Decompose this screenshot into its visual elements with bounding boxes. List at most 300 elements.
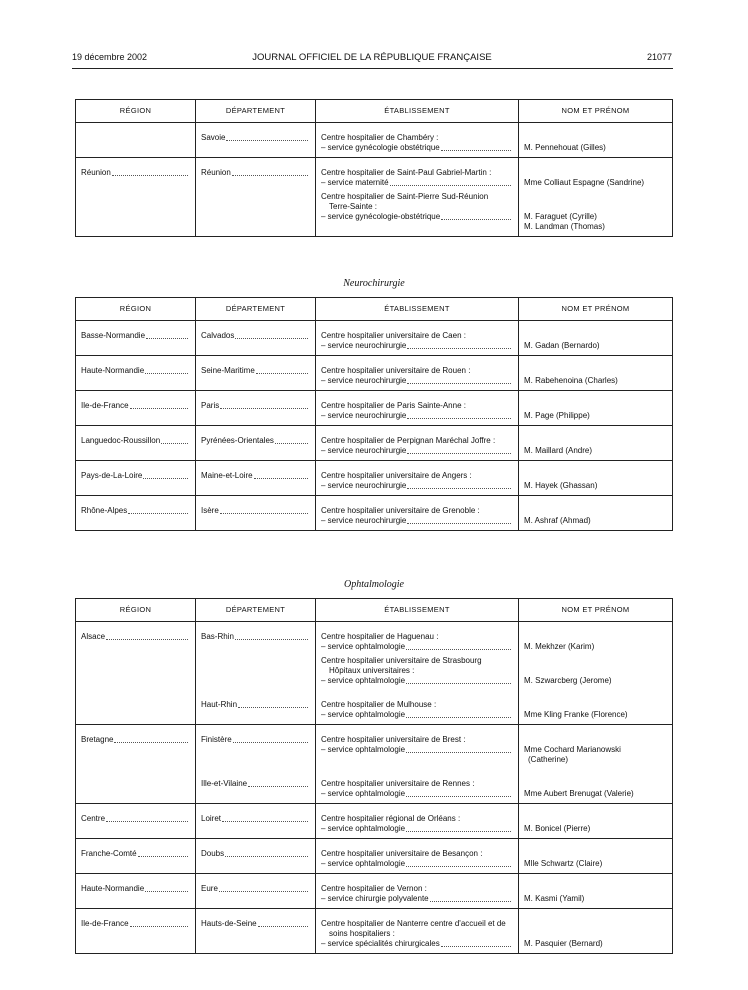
service-name-wrap	[321, 143, 513, 153]
department-name: Seine-Maritime	[201, 366, 255, 375]
column-header: RÉGION	[76, 100, 196, 123]
column-header: DÉPARTEMENT	[196, 298, 316, 321]
table-header-row	[76, 298, 673, 321]
region-name: Alsace	[81, 632, 106, 641]
person-name: M. Faraguet (Cyrille)	[524, 212, 597, 221]
establishment-name: Centre hospitalier de Haguenau :	[321, 632, 439, 641]
department-name-wrap	[201, 735, 310, 745]
name-cell	[519, 321, 673, 356]
name-cell	[519, 725, 673, 770]
person-entry	[524, 939, 667, 949]
leader-dots	[225, 849, 308, 857]
service-name-wrap	[321, 481, 513, 491]
table-row	[76, 158, 673, 237]
establishment-cell	[316, 725, 519, 770]
person-entry	[524, 143, 667, 153]
person-entry	[524, 481, 667, 491]
establishment-cell	[316, 804, 519, 839]
service-name-wrap	[321, 212, 513, 222]
department-cell	[196, 496, 316, 531]
establishment-name: Centre hospitalier universitaire de Angers :	[321, 471, 472, 480]
establishment-entry	[321, 919, 513, 949]
person-name: M. Page (Philippe)	[524, 411, 590, 420]
service-name-wrap	[321, 642, 513, 652]
table-header-row	[76, 100, 673, 123]
department-name-wrap	[201, 401, 310, 411]
region-cell	[76, 874, 196, 909]
header-date: 19 décembre 2002	[72, 52, 148, 62]
name-cell	[519, 123, 673, 158]
table-row	[76, 909, 673, 954]
establishment-name: Centre hospitalier universitaire de Caen :	[321, 331, 466, 340]
name-cell	[519, 909, 673, 954]
department-name: Finistère	[201, 735, 232, 744]
person-entry	[524, 789, 667, 799]
leader-dots	[406, 745, 511, 753]
service-name-wrap	[321, 789, 513, 799]
table-header-row	[76, 599, 673, 622]
leader-dots	[128, 506, 188, 514]
department-cell	[196, 909, 316, 954]
service-name-wrap	[321, 446, 513, 456]
person-entry	[524, 859, 667, 869]
leader-dots	[143, 471, 188, 479]
department-cell	[196, 690, 316, 725]
establishment-name: Centre hospitalier universitaire de Brest :	[321, 735, 466, 744]
person-name: M. Pennehouat (Gilles)	[524, 143, 606, 152]
establishment-cell	[316, 622, 519, 691]
name-cell	[519, 622, 673, 691]
department-name: Bas-Rhin	[201, 632, 234, 641]
department-cell	[196, 356, 316, 391]
establishment-name: Centre hospitalier de Nanterre centre d'accueil et de	[321, 919, 506, 928]
region-cell	[76, 461, 196, 496]
name-cell	[519, 391, 673, 426]
name-cell	[519, 461, 673, 496]
service-name: – service neurochirurgie	[321, 411, 407, 420]
department-name-wrap	[201, 700, 310, 710]
person-entry	[524, 341, 667, 351]
section-title: Neurochirurgie	[343, 278, 405, 289]
department-name: Ille-et-Vilaine	[201, 779, 248, 788]
service-name: – service neurochirurgie	[321, 516, 407, 525]
region-cell	[76, 321, 196, 356]
name-cell	[519, 804, 673, 839]
service-name: – service maternité	[321, 178, 389, 187]
table-row	[76, 321, 673, 356]
column-header: ÉTABLISSEMENT	[316, 100, 519, 123]
header-title: JOURNAL OFFICIEL DE LA RÉPUBLIQUE FRANÇAISE	[252, 52, 492, 63]
department-cell	[196, 461, 316, 496]
header-rule	[72, 68, 673, 69]
person-name: M. Hayek (Ghassan)	[524, 481, 598, 490]
service-name-wrap	[321, 411, 513, 421]
leader-dots	[219, 884, 308, 892]
establishment-name: Centre hospitalier de Paris Sainte-Anne :	[321, 401, 466, 410]
establishment-name: soins hospitaliers :	[329, 929, 395, 938]
person-entry	[524, 676, 667, 686]
service-name-wrap	[321, 894, 513, 904]
establishment-cell	[316, 461, 519, 496]
establishment-entry	[321, 133, 513, 153]
table-row	[76, 356, 673, 391]
service-name: – service gynécologie-obstétrique	[321, 212, 441, 221]
leader-dots	[220, 506, 308, 514]
leader-dots	[130, 919, 188, 927]
department-name-wrap	[201, 331, 310, 341]
establishment-entry	[321, 192, 513, 222]
establishment-entry	[321, 331, 513, 351]
service-name: – service ophtalmologie	[321, 789, 406, 798]
establishment-entry	[321, 401, 513, 421]
leader-dots	[145, 366, 188, 374]
department-name: Réunion	[201, 168, 231, 177]
region-name: Franche-Comté	[81, 849, 137, 858]
department-name-wrap	[201, 471, 310, 481]
region-cell	[76, 496, 196, 531]
table-row	[76, 839, 673, 874]
region-name: Languedoc-Roussillon	[81, 436, 161, 445]
department-name-wrap	[201, 506, 310, 516]
department-name: Loiret	[201, 814, 222, 823]
service-name: – service spécialités chirurgicales	[321, 939, 440, 948]
name-cell	[519, 426, 673, 461]
establishment-cell	[316, 690, 519, 725]
service-name: – service neurochirurgie	[321, 376, 407, 385]
establishment-cell	[316, 158, 519, 237]
table-row	[76, 804, 673, 839]
service-name: – service ophtalmologie	[321, 710, 406, 719]
table-row	[76, 725, 673, 770]
establishment-name: Centre hospitalier de Perpignan Maréchal Joffre :	[321, 436, 496, 445]
establishment-cell	[316, 839, 519, 874]
establishment-entry	[321, 656, 513, 686]
department-name-wrap	[201, 919, 310, 929]
department-name-wrap	[201, 366, 310, 376]
table-row	[76, 391, 673, 426]
person-entry	[524, 642, 667, 652]
leader-dots	[406, 789, 511, 797]
region-name: Haute-Normandie	[81, 366, 145, 375]
service-name-wrap	[321, 341, 513, 351]
leader-dots	[130, 401, 188, 409]
region-name-wrap	[81, 471, 190, 481]
name-cell	[519, 874, 673, 909]
person-name: Mme Colliaut Espagne (Sandrine)	[524, 178, 645, 187]
column-header: DÉPARTEMENT	[196, 599, 316, 622]
establishment-entry	[321, 436, 513, 456]
department-name: Haut-Rhin	[201, 700, 238, 709]
leader-dots	[138, 849, 188, 857]
region-name: Réunion	[81, 168, 111, 177]
establishment-name: Centre hospitalier universitaire de Strasbourg	[321, 656, 482, 665]
establishment-name: Centre hospitalier de Chambéry :	[321, 133, 439, 142]
department-name-wrap	[201, 779, 310, 789]
region-name-wrap	[81, 814, 190, 824]
service-name: – service neurochirurgie	[321, 446, 407, 455]
establishment-name: Centre hospitalier de Saint-Paul Gabriel-Martin :	[321, 168, 492, 177]
establishment-entry	[321, 506, 513, 526]
service-name-wrap	[321, 745, 513, 755]
establishment-cell	[316, 391, 519, 426]
leader-dots	[406, 710, 511, 718]
leader-dots	[407, 341, 511, 349]
establishment-cell	[316, 321, 519, 356]
table-row	[76, 874, 673, 909]
region-name: Ile-de-France	[81, 401, 129, 410]
service-name: – service chirurgie polyvalente	[321, 894, 429, 903]
region-name-wrap	[81, 735, 190, 745]
leader-dots	[406, 824, 511, 832]
department-name: Calvados	[201, 331, 235, 340]
person-name: M. Maillard (Andre)	[524, 446, 593, 455]
column-header: RÉGION	[76, 298, 196, 321]
establishment-cell	[316, 426, 519, 461]
column-header: NOM ET PRÉNOM	[519, 100, 673, 123]
region-name-wrap	[81, 919, 190, 929]
region-name-wrap	[81, 436, 190, 446]
region-cell	[76, 158, 196, 237]
service-name-wrap	[321, 178, 513, 188]
department-name: Isère	[201, 506, 219, 515]
department-cell	[196, 804, 316, 839]
department-cell	[196, 725, 316, 770]
service-name-wrap	[321, 676, 513, 686]
leader-dots	[254, 471, 308, 479]
person-name: M. Mekhzer (Karim)	[524, 642, 595, 651]
establishment-entry	[321, 884, 513, 904]
establishment-name: Centre hospitalier régional de Orléans :	[321, 814, 461, 823]
department-name: Paris	[201, 401, 220, 410]
region-name-wrap	[81, 331, 190, 341]
leader-dots	[407, 446, 511, 454]
service-name: – service ophtalmologie	[321, 642, 406, 651]
department-name-wrap	[201, 133, 310, 143]
service-name: – service ophtalmologie	[321, 676, 406, 685]
region-cell	[76, 622, 196, 725]
region-cell	[76, 356, 196, 391]
person-name: Mlle Schwartz (Claire)	[524, 859, 603, 868]
establishment-cell	[316, 356, 519, 391]
region-name: Basse-Normandie	[81, 331, 146, 340]
table-row	[76, 622, 673, 691]
leader-dots	[406, 642, 511, 650]
department-cell	[196, 622, 316, 691]
leader-dots	[406, 676, 511, 684]
person-name: M. Gadan (Bernardo)	[524, 341, 600, 350]
person-name: M. Pasquier (Bernard)	[524, 939, 603, 948]
person-entry	[524, 376, 667, 386]
establishment-name: Centre hospitalier universitaire de Grenoble :	[321, 506, 480, 515]
leader-dots	[407, 376, 511, 384]
leader-dots	[112, 168, 188, 176]
leader-dots	[390, 178, 511, 186]
column-header: ÉTABLISSEMENT	[316, 599, 519, 622]
department-name: Doubs	[201, 849, 225, 858]
region-cell	[76, 725, 196, 804]
establishment-entry	[321, 779, 513, 799]
person-name: Mme Kling Franke (Florence)	[524, 710, 628, 719]
region-name-wrap	[81, 506, 190, 516]
establishment-name: Centre hospitalier universitaire de Besançon :	[321, 849, 483, 858]
department-cell	[196, 321, 316, 356]
establishment-entry	[321, 849, 513, 869]
department-name-wrap	[201, 168, 310, 178]
establishment-name: Terre-Sainte :	[329, 202, 378, 211]
name-cell	[519, 356, 673, 391]
leader-dots	[235, 331, 308, 339]
service-name-wrap	[321, 516, 513, 526]
region-cell	[76, 391, 196, 426]
establishment-cell	[316, 769, 519, 804]
region-cell	[76, 839, 196, 874]
service-name-wrap	[321, 824, 513, 834]
establishment-name: Centre hospitalier de Saint-Pierre Sud-Réunion	[321, 192, 489, 201]
leader-dots	[441, 939, 511, 947]
service-name-wrap	[321, 376, 513, 386]
person-entry	[524, 516, 667, 526]
department-cell	[196, 123, 316, 158]
name-cell	[519, 839, 673, 874]
region-name-wrap	[81, 632, 190, 642]
service-name: – service ophtalmologie	[321, 824, 406, 833]
region-cell	[76, 909, 196, 954]
establishment-cell	[316, 123, 519, 158]
name-cell	[519, 496, 673, 531]
service-name: – service neurochirurgie	[321, 481, 407, 490]
table-row	[76, 496, 673, 531]
column-header: NOM ET PRÉNOM	[519, 298, 673, 321]
department-name: Hauts-de-Seine	[201, 919, 257, 928]
header-page-number: 21077	[646, 52, 672, 62]
appointments-table	[75, 99, 673, 237]
table-row	[76, 426, 673, 461]
department-cell	[196, 158, 316, 237]
region-name: Pays-de-La-Loire	[81, 471, 143, 480]
region-cell	[76, 123, 196, 158]
department-cell	[196, 426, 316, 461]
appointments-table	[75, 598, 673, 954]
region-name-wrap	[81, 849, 190, 859]
appointments-table	[75, 297, 673, 531]
region-name: Bretagne	[81, 735, 114, 744]
establishment-cell	[316, 909, 519, 954]
establishment-entry	[321, 814, 513, 834]
person-name: Mme Aubert Brenugat (Valerie)	[524, 789, 634, 798]
department-name: Savoie	[201, 133, 226, 142]
leader-dots	[248, 779, 308, 787]
leader-dots	[441, 143, 511, 151]
service-name-wrap	[321, 859, 513, 869]
region-name: Centre	[81, 814, 106, 823]
column-header: NOM ET PRÉNOM	[519, 599, 673, 622]
person-entry	[524, 894, 667, 904]
leader-dots	[146, 331, 188, 339]
leader-dots	[258, 919, 308, 927]
region-name-wrap	[81, 401, 190, 411]
leader-dots	[406, 859, 511, 867]
leader-dots	[114, 735, 188, 743]
leader-dots	[232, 168, 308, 176]
department-name-wrap	[201, 849, 310, 859]
region-name: Rhône-Alpes	[81, 506, 128, 515]
department-cell	[196, 839, 316, 874]
person-entry	[524, 411, 667, 421]
person-name: M. Landman (Thomas)	[524, 222, 605, 231]
leader-dots	[407, 411, 511, 419]
establishment-name: Centre hospitalier de Vernon :	[321, 884, 427, 893]
leader-dots	[220, 401, 308, 409]
establishment-entry	[321, 168, 513, 188]
department-name: Pyrénées-Orientales	[201, 436, 274, 445]
section-title: Ophtalmologie	[344, 579, 404, 590]
name-cell	[519, 690, 673, 725]
leader-dots	[441, 212, 511, 220]
department-name: Maine-et-Loire	[201, 471, 253, 480]
person-name: M. Rabehenoina (Charles)	[524, 376, 618, 385]
person-entry	[524, 178, 667, 188]
establishment-name: Centre hospitalier universitaire de Rouen :	[321, 366, 471, 375]
leader-dots	[226, 133, 308, 141]
column-header: ÉTABLISSEMENT	[316, 298, 519, 321]
region-name-wrap	[81, 168, 190, 178]
service-name-wrap	[321, 710, 513, 720]
department-name-wrap	[201, 632, 310, 642]
name-cell	[519, 769, 673, 804]
person-name: M. Bonicel (Pierre)	[524, 824, 591, 833]
leader-dots	[222, 814, 308, 822]
department-name-wrap	[201, 814, 310, 824]
establishment-entry	[321, 700, 513, 720]
leader-dots	[407, 516, 511, 524]
person-name: (Catherine)	[528, 755, 569, 764]
department-cell	[196, 769, 316, 804]
establishment-entry	[321, 632, 513, 652]
region-cell	[76, 426, 196, 461]
leader-dots	[256, 366, 308, 374]
leader-dots	[275, 436, 308, 444]
leader-dots	[430, 894, 511, 902]
column-header: RÉGION	[76, 599, 196, 622]
establishment-cell	[316, 874, 519, 909]
leader-dots	[233, 735, 308, 743]
leader-dots	[106, 814, 188, 822]
establishment-name: Hôpitaux universitaires :	[329, 666, 415, 675]
department-name-wrap	[201, 436, 310, 446]
person-entry	[524, 710, 667, 720]
person-entry	[524, 446, 667, 456]
page-header	[72, 52, 672, 66]
person-name: M. Szwarcberg (Jerome)	[524, 676, 612, 685]
leader-dots	[238, 700, 308, 708]
establishment-entry	[321, 471, 513, 491]
establishment-name: Centre hospitalier universitaire de Rennes :	[321, 779, 475, 788]
establishment-cell	[316, 496, 519, 531]
service-name: – service ophtalmologie	[321, 859, 406, 868]
leader-dots	[235, 632, 308, 640]
establishment-entry	[321, 735, 513, 755]
leader-dots	[145, 884, 188, 892]
name-cell	[519, 158, 673, 237]
service-name-wrap	[321, 939, 513, 949]
person-name: M. Ashraf (Ahmad)	[524, 516, 591, 525]
department-name-wrap	[201, 884, 310, 894]
leader-dots	[106, 632, 188, 640]
establishment-entry	[321, 366, 513, 386]
region-name-wrap	[81, 884, 190, 894]
department-cell	[196, 391, 316, 426]
department-name: Eure	[201, 884, 218, 893]
